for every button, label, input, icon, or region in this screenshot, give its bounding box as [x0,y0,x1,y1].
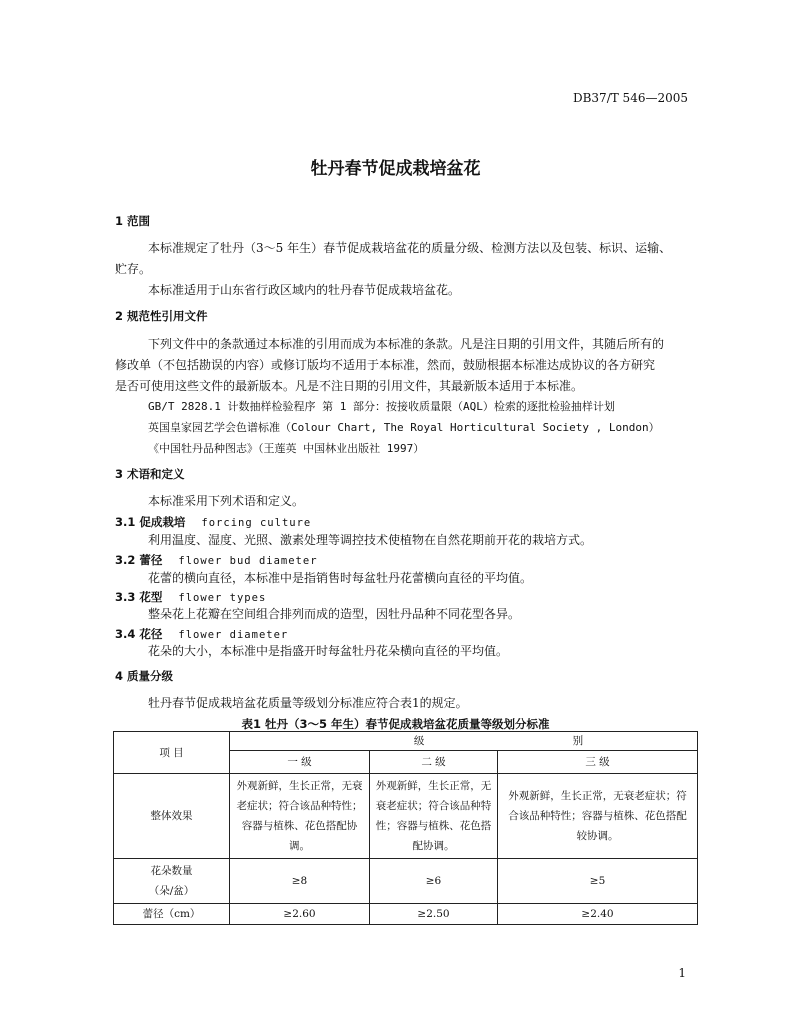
term-english: forcing culture [201,517,312,529]
header-grade-cell: 级 别 [230,732,698,751]
section-2-paragraph-line-2: 修改单（不包括勘误的内容）或修订版均不适用于本标准，然而，鼓励根据本标准达成协议的各方研究 [115,358,656,372]
term-number: 3.1 [115,515,136,529]
section-2-heading: 2 规范性引用文件 [115,309,208,323]
term-chinese: 花径 [139,627,163,641]
quality-grade-table [113,731,698,925]
cell-bud-grade-3: ≥2.40 [498,904,698,925]
row-label-flower-count: 花朵数量 （朵/盆） [114,859,230,904]
reference-gb-t-2828: GB/T 2828.1 计数抽样检验程序 第 1 部分：按接收质量限（AQL）检索的逐批检验抽样计划 [148,400,615,413]
term-english: flower bud diameter [178,555,318,567]
term-3-1-definition: 利用温度、湿度、光照、激素处理等调控技术使植物在自然花期前开花的栽培方式。 [148,533,593,547]
header-grade-1: 一 级 [230,751,370,774]
reference-peony-atlas: 《中国牡丹品种图志》（王莲英 中国林业出版社 1997） [148,442,425,455]
section-1-paragraph-1-line-1: 本标准规定了牡丹（3～5 年生）春节促成栽培盆花的质量分级、检测方法以及包装、标识、运输、 [148,241,672,255]
term-chinese: 促成栽培 [139,515,186,529]
table-row [114,904,698,925]
term-3-4 [115,626,288,642]
section-4-intro: 牡丹春节促成栽培盆花质量等级划分标准应符合表1的规定。 [148,696,468,710]
document-title: 牡丹春节促成栽培盆花 [310,159,481,179]
table-caption: 表1 牡丹（3～5 年生）春节促成栽培盆花质量等级划分标准 [241,717,550,731]
cell-count-grade-1: ≥8 [230,859,370,904]
term-number: 3.2 [115,553,136,567]
row-label-bud-diameter: 蕾径（cm） [114,904,230,925]
cell-count-grade-2: ≥6 [370,859,498,904]
header-grade-3: 三 级 [498,751,698,774]
cell-count-grade-3: ≥5 [498,859,698,904]
table-header-row [114,732,698,751]
cell-overall-grade-3: 外观新鲜，生长正常，无衰老症状；符合该品种特性；容器与植株、花色搭配较协调。 [498,774,698,859]
term-3-1 [115,514,311,530]
term-english: flower diameter [178,629,289,641]
term-3-4-definition: 花朵的大小，本标准中是指盛开时每盆牡丹花朵横向直径的平均值。 [148,644,509,658]
section-3-heading: 3 术语和定义 [115,467,185,481]
section-1-paragraph-1-line-2: 贮存。 [115,262,152,276]
cell-bud-grade-2: ≥2.50 [370,904,498,925]
header-grade-2: 二 级 [370,751,498,774]
reference-rhs-colour-chart: 英国皇家园艺学会色谱标准（Colour Chart, The Royal Horticultural Society , London） [148,421,660,434]
term-3-2-definition: 花蕾的横向直径，本标准中是指销售时每盆牡丹花蕾横向直径的平均值。 [148,571,533,585]
page-number: 1 [678,966,686,980]
cell-overall-grade-1: 外观新鲜，生长正常，无衰老症状；符合该品种特性；容器与植株、花色搭配协调。 [230,774,370,859]
table-row [114,774,698,859]
cell-overall-grade-2: 外观新鲜，生长正常，无衰老症状；符合该品种特性；容器与植株、花色搭配协调。 [370,774,498,859]
section-3-intro: 本标准采用下列术语和定义。 [148,494,305,508]
standard-number: DB37/T 546—2005 [572,91,688,105]
section-1-paragraph-2: 本标准适用于山东省行政区域内的牡丹春节促成栽培盆花。 [148,283,461,297]
section-4-heading: 4 质量分级 [115,669,174,683]
term-3-3 [115,589,266,605]
term-english: flower types [178,592,267,604]
section-2-paragraph-line-3: 是否可使用这些文件的最新版本。凡是不注日期的引用文件，其最新版本适用于本标准。 [115,379,584,393]
term-number: 3.4 [115,627,136,641]
term-3-3-definition: 整朵花上花瓣在空间组合排列而成的造型，因牡丹品种不同花型各异。 [148,607,521,621]
header-item-cell: 项 目 [114,732,230,774]
term-3-2 [115,552,318,568]
term-chinese: 蕾径 [139,553,163,567]
table-row [114,859,698,904]
term-chinese: 花型 [139,590,163,604]
section-1-heading: 1 范围 [115,214,151,228]
section-2-paragraph-line-1: 下列文件中的条款通过本标准的引用而成为本标准的条款。凡是注日期的引用文件，其随后所有的 [148,337,665,351]
cell-bud-grade-1: ≥2.60 [230,904,370,925]
term-number: 3.3 [115,590,136,604]
row-label-overall-effect: 整体效果 [114,774,230,859]
